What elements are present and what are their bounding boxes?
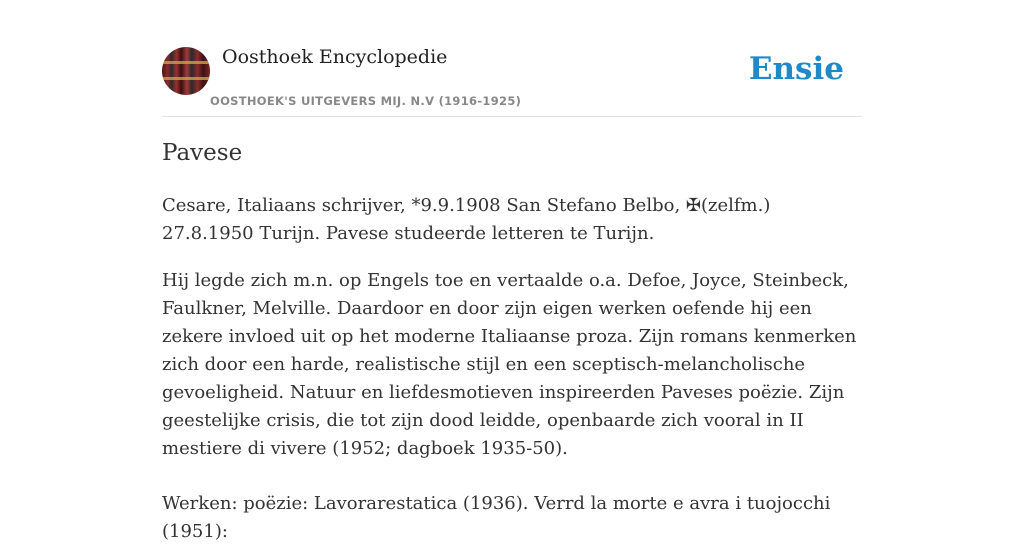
publisher-label: OOSTHOEK'S UITGEVERS MIJ. N.V (1916-1925) (210, 94, 522, 108)
avatar-band-bottom (162, 77, 210, 80)
article-paragraph-2: Hij legde zich m.n. op Engels toe en vertaalde o.a. Defoe, Joyce, Steinbeck, Faulkner, Melville. Daardoor en door zijn eigen werken oefende hij een zekere invloed uit op het moderne Italiaanse proza. Zijn romans kenmerken zich door een harde, realistische stijl en een sceptisch-melancholische gevoeligheid. Natuur en liefdesmotieven inspireerden Paveses poëzie. Zijn geestelijke crisis, die tot zijn dood leidde, openbaarde zich vooral in II mestiere di vivere (1952; dagboek 1935-50). (162, 270, 857, 459)
avatar-band-top (162, 61, 210, 64)
article-title: Pavese (162, 140, 243, 166)
article-paragraph-1: Cesare, Italiaans schrijver, *9.9.1908 San Stefano Belbo, ✠(zelfm.) 27.8.1950 Turijn. Pavese studeerde letteren te Turijn. (162, 195, 771, 244)
article-paragraph-3: Werken: poëzie: Lavorarestatica (1936). Verrd la morte e avra i tuojocchi (1951): (162, 493, 831, 542)
page-container (162, 0, 862, 542)
ensie-logo[interactable]: Ensie (748, 51, 844, 87)
encyclopedia-avatar[interactable] (162, 47, 210, 95)
site-header (162, 0, 862, 117)
site-title[interactable]: Oosthoek Encyclopedie (222, 46, 448, 68)
